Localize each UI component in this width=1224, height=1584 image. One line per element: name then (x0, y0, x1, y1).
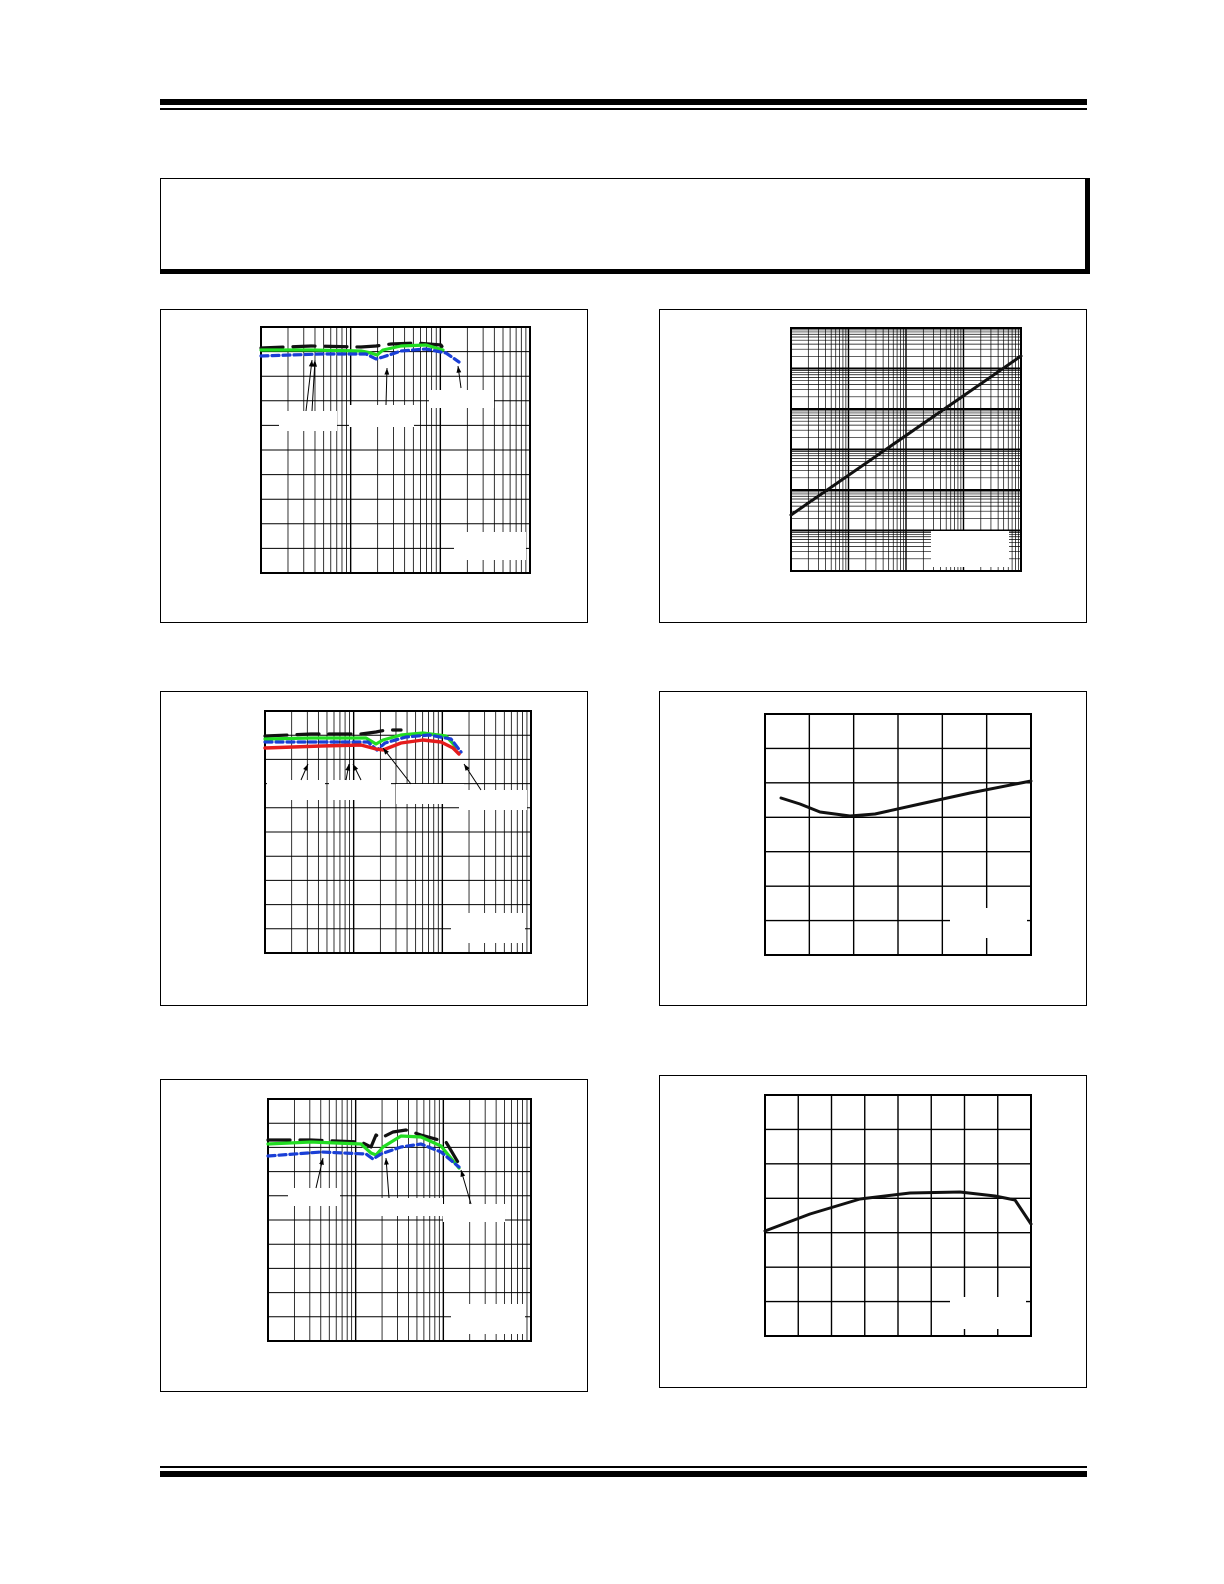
figure-panel-1 (160, 309, 588, 623)
annotation-arrowhead (457, 366, 462, 373)
annotation-label-box (349, 405, 414, 427)
annotation-arrowhead (312, 360, 317, 367)
annotation-arrowhead (303, 764, 308, 771)
annotation-arrowhead (384, 368, 389, 375)
annotation-label-box (429, 390, 494, 408)
figure-panel-6 (659, 1075, 1087, 1388)
note-box (160, 178, 1090, 274)
annotation-label-box (443, 1204, 505, 1222)
chart-5 (161, 1080, 589, 1393)
figure-panel-2 (659, 309, 1087, 623)
legend-box (454, 532, 526, 560)
legend-box (931, 531, 1009, 567)
annotation-label-box (381, 1198, 443, 1216)
annotation-label-box (288, 1188, 340, 1206)
legend-box (451, 913, 525, 943)
annotation-label-box (279, 411, 337, 431)
annotation-label-box (267, 780, 325, 800)
series-line-2 (268, 1136, 459, 1168)
chart-6 (660, 1076, 1088, 1389)
legend-box (950, 1297, 1026, 1329)
annotation-label-box (396, 784, 464, 804)
chart-2 (660, 310, 1088, 624)
annotation-label-box (459, 790, 527, 810)
annotation-label-box (329, 780, 391, 800)
header-rule-thin (160, 108, 1087, 110)
annotation-arrow (306, 360, 312, 411)
figure-panel-4 (659, 691, 1087, 1006)
chart-3 (161, 692, 589, 1007)
footer-rule-thin (160, 1466, 1087, 1468)
chart-1 (161, 310, 589, 624)
footer-rule-thick (160, 1471, 1087, 1477)
figure-panel-5 (160, 1079, 588, 1392)
legend-box (950, 908, 1027, 938)
series-line-1 (781, 781, 1031, 816)
header-rule-thick (160, 99, 1087, 105)
chart-4 (660, 692, 1088, 1007)
annotation-arrowhead (461, 1170, 466, 1177)
annotation-arrow (312, 360, 315, 411)
annotation-arrowhead (353, 764, 358, 771)
legend-box (451, 1304, 525, 1334)
figure-panel-3 (160, 691, 588, 1006)
